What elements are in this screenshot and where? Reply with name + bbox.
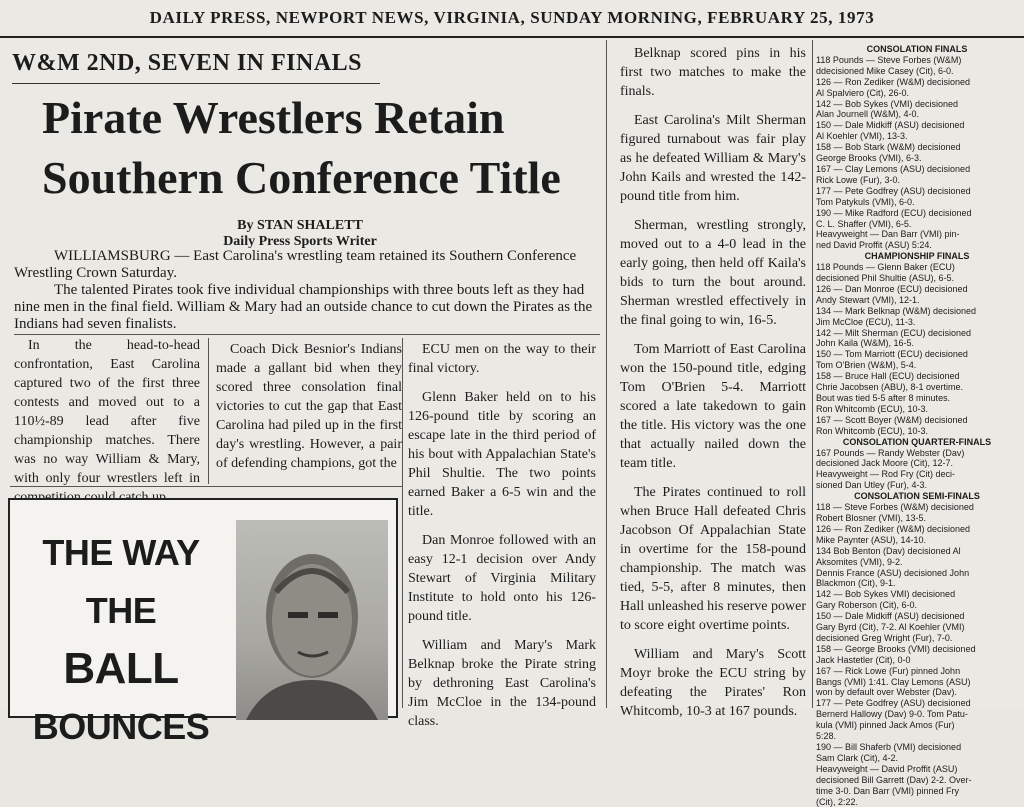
results-line: 126 — Ron Zediker (W&M) decisioned (816, 523, 971, 534)
results-line: Gary Byrd (Cit), 7-2. Al Koehler (VMI) (816, 622, 965, 633)
column-paragraph: East Carolina's Milt Sherman figured turnabout was fair play as he defeated William & Mary's John Kails and wrested the 142-pound title from him. (620, 113, 806, 204)
section-rule (14, 334, 600, 335)
byline-author: By STAN SHALETT (237, 218, 363, 233)
results-section-heading: CONSOLATION SEMI-FINALS (854, 491, 980, 502)
column-paragraph: Coach Dick Besnior's Indians made a gallant bid when they scored three consolation final victories to cut the gap that East Carolina had piled up in the first day's wrestling. However, a pair of defending champions, got the (216, 342, 402, 471)
results-line: decisioned Jack Moore (Cit), 12-7. (816, 458, 954, 469)
results-line: 118 Pounds — Steve Forbes (W&M) (816, 54, 962, 65)
column-paragraph: Glenn Baker held on to his 126-pound title by scoring an escape late in the third period of his bout with Appalachian State's Phil Shultie. The two points earned Baker a 6-5 win and the title. (408, 390, 596, 519)
column-paragraph: Tom Marriott of East Carolina won the 150-pound title, edging Tom O'Brien 5-4. Marriott scored a late takedown to gain the title. His victory was the one that actually nailed down the team title. (620, 342, 806, 471)
masthead: DAILY PRESS, NEWPORT NEWS, VIRGINIA, SUNDAY MORNING, FEBRUARY 25, 1973 (149, 8, 875, 27)
results-line: Jim McCloe (ECU), 11-3. (816, 316, 916, 327)
column-divider (402, 338, 403, 708)
column-paragraph: Dan Monroe followed with an easy 12-1 decision over Andy Stewart of Virginia Military Institute to hold onto his 126-pound title. (408, 533, 596, 624)
column-logo-title (16, 524, 226, 756)
column-paragraph: William and Mary's Scott Moyr broke the ECU string by defeating the Pirates' Ron Whitcomb, 10-3 at 167 pounds. (620, 647, 806, 719)
column-logo-line: BALL (63, 644, 179, 693)
columnist-photo (236, 520, 388, 720)
results-line: 190 — Mike Radford (ECU) decisioned (816, 207, 972, 218)
results-line: 126 — Dan Monroe (ECU) decisioned (816, 283, 968, 294)
results-line: ddecisioned Mike Casey (Cit), 6-0. (816, 65, 954, 76)
results-line: (Cit), 2:22. (816, 796, 859, 807)
results-line: Aksomites (VMI), 9-2. (816, 556, 903, 567)
results-line: Bangs (VMI) 1:41. Clay Lemons (ASU) (816, 676, 971, 687)
byline (180, 218, 420, 250)
column-logo-line: THE WAY THE (42, 532, 200, 631)
results-line: George Brooks (VMI), 6-3. (816, 153, 922, 164)
kicker-headline: W&M 2ND, SEVEN IN FINALS (12, 50, 363, 76)
results-line: 167 Pounds — Randy Webster (Dav) (816, 447, 965, 458)
results-line: 126 — Ron Zediker (W&M) decisioned (816, 76, 971, 87)
results-line: 142 — Bob Sykes VMI) decisioned (816, 589, 956, 600)
results-line: 118 — Steve Forbes (W&M) decisioned (816, 502, 974, 513)
results-line: Heavyweight — David Proffit (ASU) (816, 763, 958, 774)
results-line: Heavyweight — Dan Barr (VMI) pin- (816, 229, 960, 240)
results-line: decisioned Phil Shultie (ASU), 6-5. (816, 273, 955, 284)
results-line: Gary Roberson (Cit), 6-0. (816, 600, 918, 611)
results-list (816, 44, 1018, 807)
main-headline (42, 88, 602, 208)
column-logo-box (8, 498, 398, 747)
results-line: 5:28. (816, 731, 837, 742)
results-line: Al Koehler (VMI), 13-3. (816, 131, 908, 142)
results-line: Heavyweight — Rod Fry (Cit) deci- (816, 469, 956, 480)
results-line: Tom Patykuls (VMI), 6-0. (816, 196, 915, 207)
results-line: Dennis France (ASU) decisioned John (816, 567, 970, 578)
results-line: 167 — Clay Lemons (ASU) decisioned (816, 163, 971, 174)
results-line: 167 — Rick Lowe (Fur) pinned John (816, 665, 961, 676)
results-line: won by default over Webster (Dav). (816, 687, 957, 698)
results-line: 158 — George Brooks (VMI) decisioned (816, 643, 976, 654)
headline-line-2: Southern Conference Title (42, 152, 561, 203)
results-line: 134 Bob Benton (Dav) decisioned Al (816, 545, 961, 556)
results-line: 177 — Pete Godfrey (ASU) decisioned (816, 698, 971, 709)
results-line: time 3-0. Dan Barr (VMI) pinned Fry (816, 785, 960, 796)
results-line: Tom O'Brien (W&M), 5-4. (816, 360, 917, 371)
column-paragraph: In the head-to-head confrontation, East Carolina captured two of the first three contests and moved out to a 110½-89 lead after five championship matches. There was no way William & Mary, with only four wrestlers left in (14, 338, 200, 486)
results-line: Ron Whitcomb (ECU), 10-3. (816, 425, 929, 436)
results-line: 118 Pounds — Glenn Baker (ECU) (816, 262, 955, 273)
column-divider (812, 40, 813, 708)
byline-title: Daily Press Sports Writer (223, 234, 377, 249)
kicker-rule (12, 83, 380, 84)
column-paragraph: William and Mary's Mark Belknap broke the Pirate string by dethroning East Carolina's Jim McCloe in the 134-pound class. (408, 638, 596, 729)
columnist-portrait-icon (236, 520, 388, 720)
lead-paragraphs (14, 248, 600, 333)
results-line: Chrie Jacobsen (ABU), 8-1 overtime. (816, 382, 964, 393)
results-line: Robert Blosner (VMI), 13-5. (816, 512, 927, 523)
results-line: 150 — Dale Midkiff (ASU) decisioned (816, 611, 965, 622)
results-line: Mike Paynter (ASU), 14-10. (816, 534, 927, 545)
column-logo-line: BOUNCES (32, 706, 210, 747)
results-line: kula (VMI) pinned Jack Amos (Fur) (816, 720, 955, 731)
results-line: Bout was tied 5-5 after 8 minutes. (816, 393, 951, 403)
article-column-3 (408, 340, 596, 741)
results-line: Jack Hastetler (Cit), 0-0 (816, 654, 911, 665)
results-line: 150 — Tom Marriott (ECU) decisioned (816, 349, 968, 360)
column-divider (208, 338, 209, 484)
results-line: Blackmon (Cit), 9-1. (816, 578, 896, 589)
results-line: Alan Journell (W&M), 4-0. (816, 109, 920, 120)
results-section-heading: CHAMPIONSHIP FINALS (864, 251, 970, 262)
column-paragraph: Belknap scored pins in his first two matches to make the finals. (620, 46, 806, 99)
results-line: 158 — Bob Stark (W&M) decisioned (816, 142, 961, 153)
results-line: decisioned Bill Garrett (Dav) 2-2. Over- (816, 774, 972, 785)
results-line: 134 — Mark Belknap (W&M) decisioned (816, 305, 977, 316)
lead-paragraph: WILLIAMSBURG — East Carolina's wrestling team retained its Southern Conference Wrestling Crown Saturday. (14, 248, 577, 281)
column-paragraph: Sherman, wrestling strongly, moved out to a 4-0 lead in the early going, then held off Kaila's bids to turn the bout around. Sherman wrestled effectively in the final going to win, 16-5. (620, 218, 806, 328)
results-line: decisioned Greg Wright (Fur), 7-0. (816, 632, 953, 643)
results-line: Ron Whitcomb (ECU), 10-3. (816, 403, 929, 414)
results-line: 142 — Milt Sherman (ECU) decisioned (816, 327, 972, 338)
column-paragraph: The Pirates continued to roll when Bruce Hall defeated Chris Jacobson Of Appalachian State in overtime for the 158-pound championship. The match was tied, 5-5, after 8 minutes, then Hall unleashed his reserve power to score eight overtime points. (620, 485, 806, 633)
article-column-2 (216, 340, 402, 483)
column-divider (606, 40, 607, 708)
article-column-1 (14, 336, 200, 517)
masthead-rule (0, 36, 1024, 38)
results-line: 158 — Bruce Hall (ECU) decisioned (816, 371, 960, 382)
results-line: Rick Lowe (Fur), 3-0. (816, 174, 901, 185)
column-paragraph: ECU men on the way to their final victory. (408, 342, 596, 376)
results-section-heading: CONSOLATION FINALS (866, 44, 968, 54)
results-section-heading: CONSOLATION QUARTER-FINALS (842, 436, 992, 447)
results-line: ned David Proffit (ASU) 5:24. (816, 240, 932, 251)
article-column-4 (620, 44, 806, 731)
results-line: Al Spalviero (Cit), 26-0. (816, 87, 910, 98)
results-line: 142 — Bob Sykes (VMI) decisioned (816, 98, 959, 109)
results-line: C. L. Shaffer (VMI), 6-5. (816, 218, 912, 229)
results-line: 167 — Scott Boyer (W&M) decisioned (816, 414, 968, 425)
lead-paragraph: The talented Pirates took five individual championships with three bouts left as they had nine men in the final field. William & Mary had an outside chance to cut down the Pirates as the Indians had seven finalists. (14, 282, 593, 332)
results-line: 177 — Pete Godfrey (ASU) decisioned (816, 185, 971, 196)
results-line: Bernerd Hallowy (Dav) 9-0. Tom Patu- (816, 709, 968, 720)
results-line: 150 — Dale Midkiff (ASU) decisioned (816, 120, 965, 131)
results-line: John Kaila (W&M), 16-5. (816, 338, 915, 349)
results-line: Andy Stewart (VMI), 12-1. (816, 294, 920, 305)
results-line: 190 — Bill Shaferb (VMI) decisioned (816, 742, 962, 752)
headline-line-1: Pirate Wrestlers Retain (42, 92, 505, 143)
results-line: sioned Dan Utley (Fur), 4-3. (816, 480, 928, 491)
results-line: Sam Clark (Cit), 4-2. (816, 752, 899, 763)
column-box-rule (10, 486, 402, 487)
